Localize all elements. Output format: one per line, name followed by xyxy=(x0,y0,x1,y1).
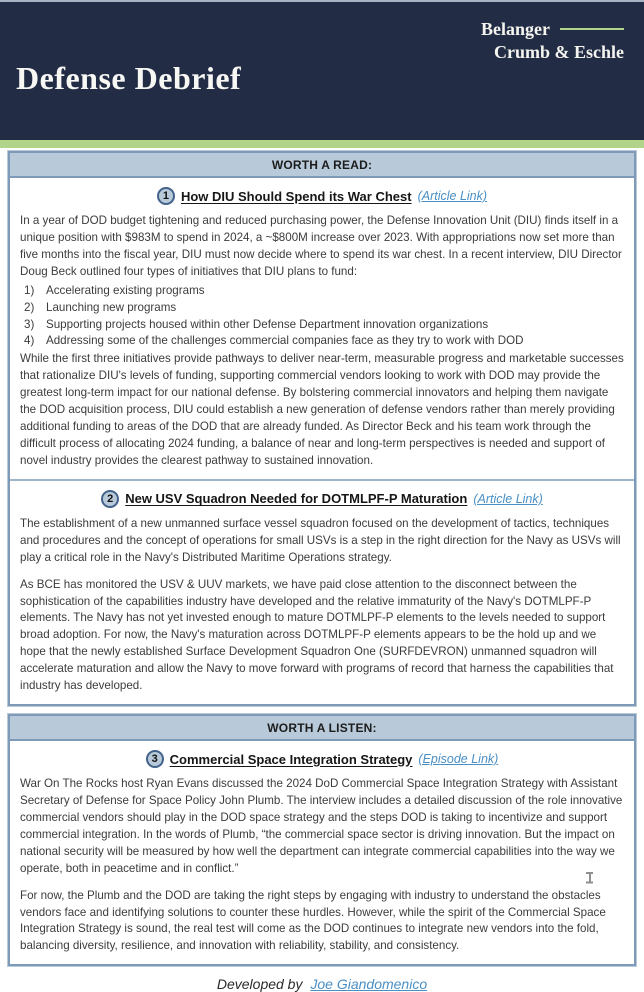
list-item xyxy=(20,283,624,300)
developed-by-label: Developed by xyxy=(216,976,303,992)
article-1-link[interactable]: (Article Link) xyxy=(417,189,488,203)
list-item-marker: 1) xyxy=(24,283,35,297)
article-1-paragraph-1: In a year of DOD budget tightening and reduced purchasing power, the Defense Innovation Unit (DIU) finds itself in a unique position with $983M to spend in 2024, a ~$800M increase over 2023. With appropriations now set more than five months into the fiscal year, DIU must now decide where to spend its war chest. In a recent interview, DIU Director Doug Beck outlined four types of initiatives that DIU plans to fund: xyxy=(20,214,622,278)
article-1 xyxy=(10,178,634,481)
page-title: Defense Debrief xyxy=(16,60,242,96)
author-link[interactable]: Joe Giandomenico xyxy=(310,976,428,992)
article-3-link[interactable]: (Episode Link) xyxy=(418,752,499,767)
list-item xyxy=(20,300,624,317)
logo-name-top: Belanger xyxy=(481,19,550,39)
list-item-text: Addressing some of the challenges commercial companies face as they try to work with DOD xyxy=(46,334,524,348)
article-1-number-badge: 1 xyxy=(157,187,175,205)
article-1-list xyxy=(20,283,624,351)
article-3-paragraph-1: War On The Rocks host Ryan Evans discussed the 2024 DoD Commercial Space Integration Strategy with Assistant Secretary of Defense for Space Policy John Plumb. The interview includes a detailed discussion of the role innovative commercial vendors should play in the DOD space strategy and the steps DOD is taking to incentivize and support commercial integration. In the words of Plumb, “the commercial space sector is driving innovation. But the impact on national security will be measured by how well the department can integrate commercial capabilities into the way we operate, both in peacetime and in conflict.” xyxy=(20,777,623,875)
worth-a-listen-section xyxy=(8,714,636,966)
list-item-marker: 2) xyxy=(24,300,35,314)
article-3-paragraph-2: For now, the Plumb and the DOD are taking the right steps by engaging with industry to understand the obstacles vendors face and identifying solutions to counter these hurdles. However, while the spirit of the Commercial Space Integration Strategy is sound, the real test will come as the DOD continues to integrate new vendors into the fold, balancing diversity, resilience, and innovation with reliability, stability, and consistency. xyxy=(20,888,606,953)
article-2-header xyxy=(20,490,624,508)
footer xyxy=(0,976,644,992)
list-item-text: Launching new programs xyxy=(46,300,177,314)
logo-rule xyxy=(560,28,624,30)
worth-a-read-section xyxy=(8,151,636,706)
list-item xyxy=(20,317,624,334)
article-2-paragraph-2: As BCE has monitored the USV & UUV markets, we have paid close attention to the disconnect between the sophistication of the capabilities industry have developed and the relative immaturity of the Navy's DOTMLPF-P elements. The Navy has not yet invested enough to mature DOTMLPF-P elements to the levels needed to support broad adoption. For now, the Navy's maturation across DOTMLPF-P elements appears to be the hold up and we hope that the newly established Surface Development Squadron One (SURFDEVRON) unmanned squadron will accelerate maturation and allow the Navy to move forward with programs of record that harness the capabilities that industry has developed. xyxy=(20,577,614,693)
list-item-text: Accelerating existing programs xyxy=(46,283,205,297)
article-3-number-badge: 3 xyxy=(146,750,164,768)
article-2 xyxy=(10,481,634,704)
newsletter-header xyxy=(0,0,644,140)
header-accent-bar xyxy=(0,140,644,148)
logo-name-bottom: Crumb & Eschle xyxy=(494,41,624,62)
worth-a-read-heading: WORTH A READ: xyxy=(10,153,634,178)
article-2-title: New USV Squadron Needed for DOTMLPF-P Maturation xyxy=(125,491,468,507)
article-2-link[interactable]: (Article Link) xyxy=(473,491,543,506)
article-2-number-badge: 2 xyxy=(101,490,119,508)
article-3 xyxy=(10,741,634,964)
list-item-marker: 4) xyxy=(24,334,35,348)
article-3-header xyxy=(20,750,624,768)
worth-a-listen-heading: WORTH A LISTEN: xyxy=(10,716,634,741)
article-1-header xyxy=(20,187,624,205)
article-1-paragraph-2: While the first three initiatives provide pathways to deliver near-term, measurable progress and marketable successes that rationalize DIU's levels of funding, supporting commercial vendors looking to work with DOD may provide the greatest long-term impact for our national defense. By bolstering commercial innovators and helping them navigate the DOD acquisition process, DIU could establish a new generation of defense vendors rather than merely providing additional funding to areas of the DOD that are already funded. As Director Beck and his team work through the difficult process of allocating 2024 funding, a balance of near and long-term perspectives is needed and support of novel industry provides the clearest pathway to sustained innovation. xyxy=(20,352,624,467)
article-1-title: How DIU Should Spend its War Chest xyxy=(180,188,412,204)
list-item-text: Supporting projects housed within other Defense Department innovation organizations xyxy=(46,317,489,331)
list-item xyxy=(20,333,624,350)
article-2-paragraph-1: The establishment of a new unmanned surface vessel squadron focused on the development of tactics, techniques and procedures and the concept of operations for small USVs is a step in the right direction for the Navy as USVs will play a critical role in the Navy's Distributed Maritime Operations strategy. xyxy=(20,516,621,564)
list-item-marker: 3) xyxy=(24,317,35,331)
article-3-title: Commercial Space Integration Strategy xyxy=(169,751,413,767)
company-logo xyxy=(481,18,624,63)
